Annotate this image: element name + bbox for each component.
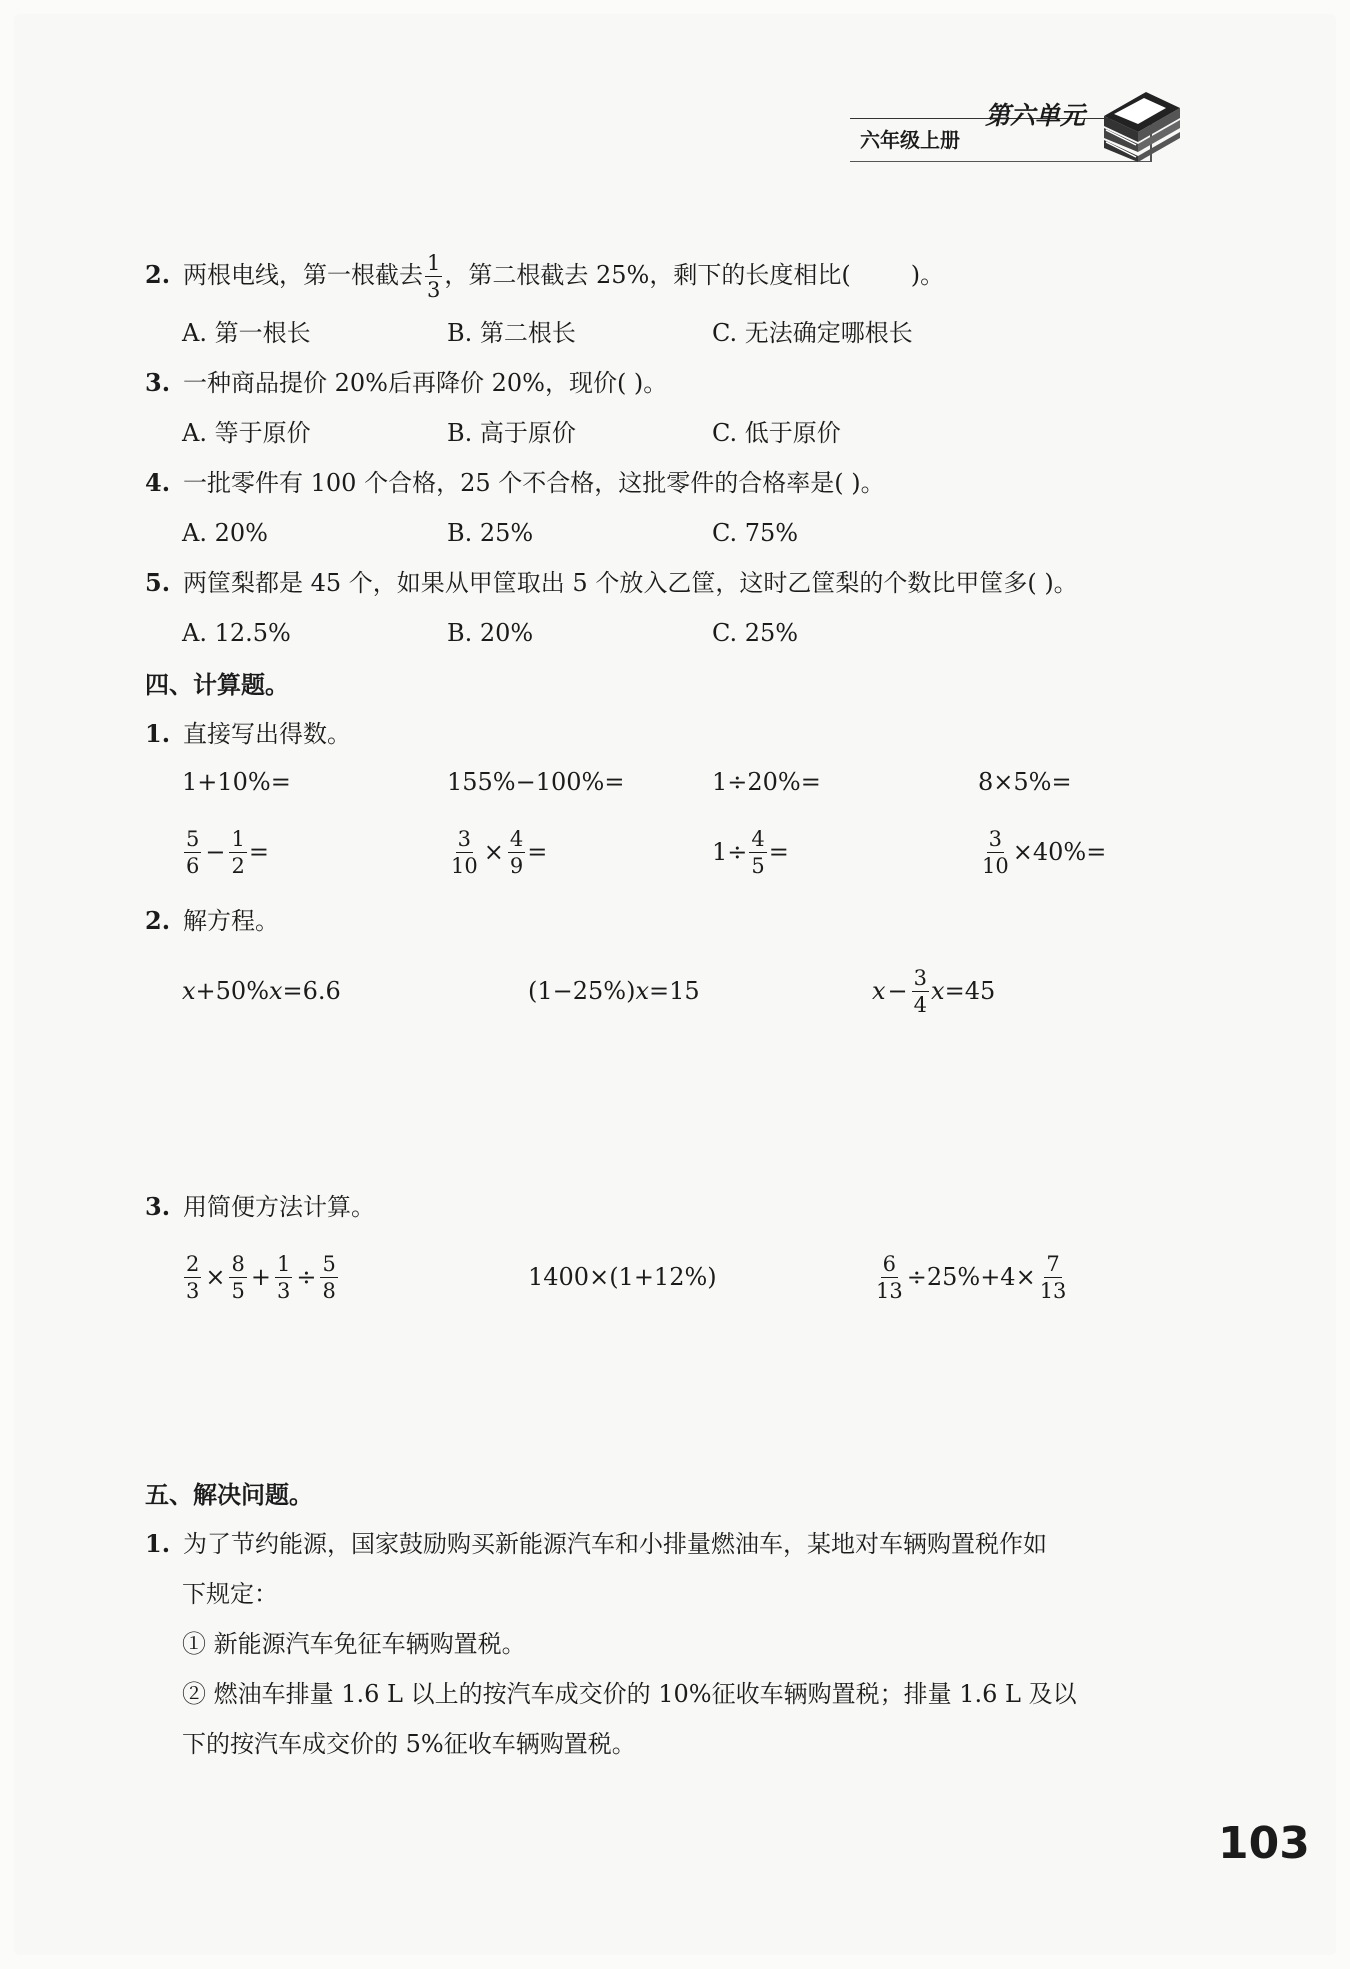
oral-calc-8 [978, 816, 1106, 888]
numerator: 4 [509, 826, 524, 851]
fraction [508, 826, 525, 879]
question-number: 5. [145, 568, 171, 597]
denominator: 3 [427, 278, 441, 302]
section-title: 五、解决问题。 [145, 1481, 313, 1509]
denominator: 5 [231, 1278, 245, 1303]
rule-1: ① 新能源汽车免征车辆购置税。 [182, 1630, 526, 1658]
fraction [449, 826, 480, 879]
numerator: 2 [186, 1251, 200, 1276]
question-number: 1. [145, 1529, 171, 1558]
simplify-calc-3 [872, 1241, 1070, 1313]
numerator: 3 [988, 826, 1003, 851]
expression-text: +50% [195, 977, 269, 1005]
question-s3-q2 [145, 250, 944, 303]
expression-text: ×40%= [1012, 838, 1107, 866]
question-number: 2. [145, 906, 171, 935]
grade-label: 六年级上册 [860, 128, 960, 152]
question-text: 为了节约能源，国家鼓励购买新能源汽车和小排量燃油车，某地对车辆购置税作如 [183, 1530, 1047, 1558]
equals-sign: = [768, 838, 789, 866]
fraction [749, 826, 766, 879]
fraction [425, 250, 442, 303]
question-text: 用简便方法计算。 [183, 1193, 375, 1221]
question-text: 解方程。 [183, 907, 279, 935]
option-b: B. 第二根长 [447, 319, 576, 347]
fraction [184, 826, 201, 879]
fraction [912, 965, 929, 1018]
fraction [874, 1251, 905, 1304]
question-number: 1. [145, 719, 171, 748]
page-number: 103 [1218, 1818, 1310, 1869]
option-c: C. 无法确定哪根长 [712, 319, 913, 347]
question-text: 两筐梨都是 45 个，如果从甲筐取出 5 个放入乙筐，这时乙筐梨的个数比甲筐多( )。 [183, 569, 1078, 597]
fraction [184, 1251, 201, 1304]
denominator: 2 [231, 853, 245, 878]
numerator: 7 [1046, 1251, 1060, 1276]
variable: x [872, 977, 886, 1005]
expression-text: ÷25%+4× [906, 1263, 1036, 1291]
equation-2 [528, 955, 700, 1027]
denominator: 13 [876, 1278, 903, 1303]
question-s3-q5 [145, 566, 1078, 600]
simplify-calc-1 [182, 1241, 340, 1313]
option-a: A. 等于原价 [182, 419, 311, 447]
expression-text: 1÷ [712, 838, 748, 866]
variable: x [931, 977, 945, 1005]
question-text: 一种商品提价 20%后再降价 20%，现价( )。 [183, 369, 668, 397]
expression-text: =6.6 [282, 977, 341, 1005]
question-s4-q3 [145, 1190, 375, 1224]
option-c: C. 低于原价 [712, 419, 841, 447]
question-s5-q1 [145, 1527, 1047, 1561]
equals-sign: = [248, 838, 269, 866]
option-a: A. 12.5% [182, 619, 291, 647]
expression-text: (1−25%) [528, 977, 636, 1005]
denominator: 13 [1039, 1278, 1067, 1303]
operator: − [887, 977, 908, 1005]
section-title: 四、计算题。 [145, 671, 289, 699]
fraction [229, 1251, 246, 1304]
variable: x [269, 977, 283, 1005]
question-text: 直接写出得数。 [183, 720, 351, 748]
simplify-calc-2: 1400×(1+12%) [528, 1263, 717, 1291]
denominator: 10 [982, 853, 1009, 878]
rule-2-cont: 下的按汽车成交价的 5%征收车辆购置税。 [182, 1730, 636, 1758]
denominator: 4 [913, 992, 928, 1017]
fraction [980, 826, 1011, 879]
numerator: 4 [751, 826, 765, 851]
numerator: 6 [882, 1251, 897, 1276]
option-b: B. 20% [447, 619, 534, 647]
numerator: 5 [322, 1251, 336, 1276]
question-s4-q2 [145, 904, 279, 938]
question-number: 4. [145, 468, 171, 497]
operator: × [483, 838, 504, 866]
numerator: 8 [231, 1251, 245, 1276]
denominator: 5 [751, 853, 765, 878]
books-icon [1100, 86, 1182, 162]
question-s3-q4 [145, 466, 885, 500]
option-b: B. 25% [447, 519, 534, 547]
variable: x [182, 977, 196, 1005]
oral-calc-7 [712, 816, 789, 888]
option-c: C. 25% [712, 619, 799, 647]
oral-calc-6 [447, 816, 547, 888]
equation-3 [872, 955, 995, 1027]
option-a: A. 20% [182, 519, 268, 547]
numerator: 3 [913, 965, 928, 990]
numerator: 1 [427, 251, 441, 275]
fraction [320, 1251, 337, 1304]
operator: + [250, 1263, 271, 1291]
equals-sign: = [527, 838, 548, 866]
denominator: 10 [451, 853, 478, 878]
variable: x [635, 977, 649, 1005]
question-number: 2. [145, 260, 171, 289]
oral-calc-3: 1÷20%= [712, 768, 821, 796]
denominator: 9 [509, 853, 524, 878]
question-text: 一批零件有 100 个合格，25 个不合格，这批零件的合格率是( )。 [183, 469, 885, 497]
oral-calc-2: 155%−100%= [447, 768, 625, 796]
rule-2: ② 燃油车排量 1.6 L 以上的按汽车成交价的 10%征收车辆购置税；排量 1.6 L 及以 [182, 1680, 1077, 1708]
denominator: 3 [186, 1278, 200, 1303]
denominator: 8 [322, 1278, 336, 1303]
expression-text: =15 [649, 977, 700, 1005]
fraction [275, 1251, 292, 1304]
numerator: 1 [231, 826, 245, 851]
operator: − [205, 838, 226, 866]
question-number: 3. [145, 1192, 171, 1221]
oral-calc-4: 8×5%= [978, 768, 1072, 796]
fraction [229, 826, 246, 879]
question-s4-q1 [145, 717, 351, 751]
oral-calc-1: 1+10%= [182, 768, 291, 796]
question-text: 下规定： [182, 1580, 278, 1608]
operator: ÷ [296, 1263, 317, 1291]
question-text: 两根电线，第一根截去 [183, 261, 423, 289]
question-s3-q3 [145, 366, 667, 400]
numerator: 1 [276, 1251, 291, 1276]
question-number: 3. [145, 368, 171, 397]
option-a: A. 第一根长 [182, 319, 311, 347]
denominator: 6 [186, 853, 200, 878]
option-c: C. 75% [712, 519, 799, 547]
option-b: B. 高于原价 [447, 419, 576, 447]
oral-calc-5 [182, 816, 269, 888]
question-text: ，第二根截去 25%，剩下的长度相比( [444, 261, 851, 289]
operator: × [205, 1263, 226, 1291]
numerator: 5 [186, 826, 200, 851]
question-text: )。 [910, 261, 945, 289]
numerator: 3 [457, 826, 472, 851]
expression-text: =45 [944, 977, 996, 1005]
equation-1 [182, 955, 341, 1027]
denominator: 3 [276, 1278, 291, 1303]
unit-label: 第六单元 [985, 101, 1086, 130]
fraction [1038, 1251, 1069, 1304]
